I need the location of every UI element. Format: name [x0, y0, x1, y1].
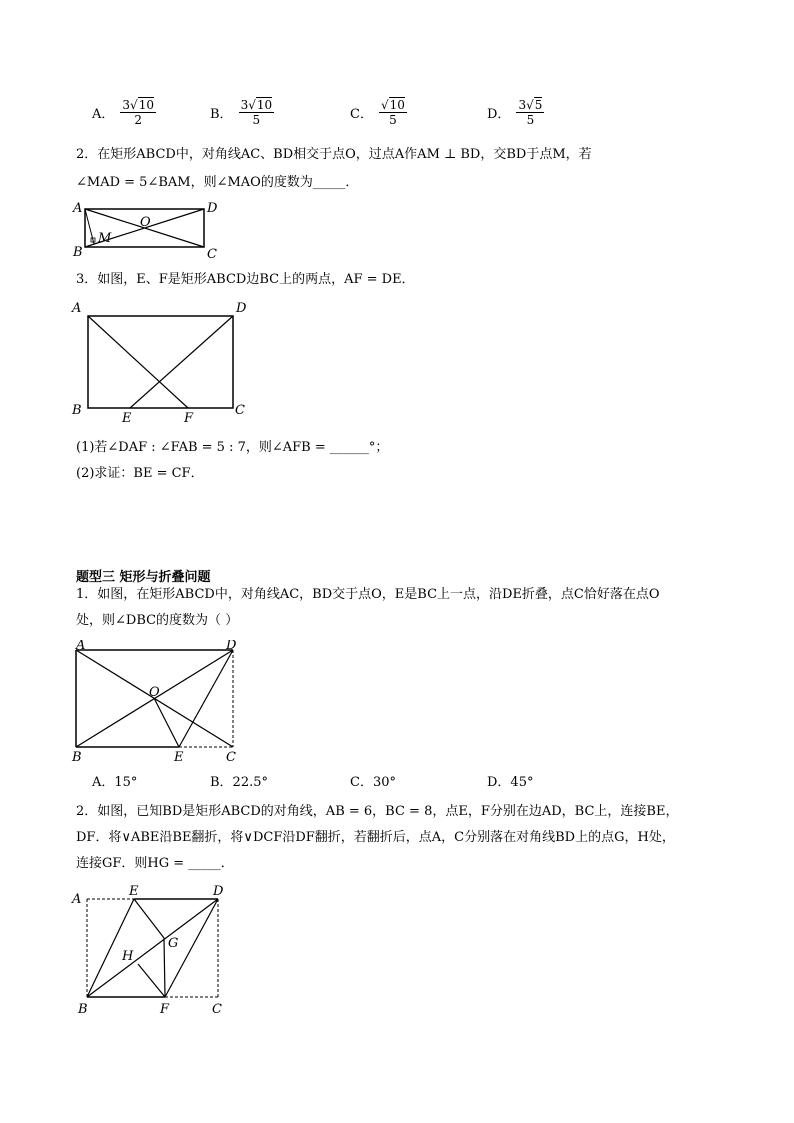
section-heading: 题型三 矩形与折叠问题 [76, 570, 211, 585]
label-A: A [76, 640, 86, 653]
label-B: B [73, 245, 83, 260]
label-C: C [212, 1002, 222, 1017]
q3-sub2: (2)求证：BE = CF． [76, 466, 204, 481]
option-letter: A． [92, 107, 115, 122]
s3q1-option-b: B．22.5° [210, 775, 268, 790]
q3-figure [68, 298, 258, 426]
label-A: A [72, 892, 82, 907]
label-B: B [78, 1002, 88, 1017]
option-letter: D． [487, 107, 511, 122]
fraction: $\frac{3√10}{2}$ [122, 98, 154, 127]
q3-sub1: (1)若∠DAF : ∠FAB = 5 : 7，则∠AFB = ______°； [76, 440, 389, 455]
label-A: A [73, 201, 83, 216]
label-F: F [184, 411, 194, 426]
s3q1-option-a: A．15° [92, 775, 138, 790]
label-A: A [72, 301, 82, 316]
q2-figure [70, 198, 230, 260]
s3q2-line2: DF．将∨ABE沿BE翻折，将∨DCF沿DF翻折，若翻折后，点A，C分别落在对角线BD上的点G，H处， [76, 830, 675, 845]
option-c [350, 98, 407, 127]
s3q2-line3: 连接GF．则HG = _____． [76, 856, 234, 871]
label-D: D [236, 301, 247, 316]
s3q1-option-d: D．45° [487, 775, 534, 790]
s3q2-figure [68, 880, 243, 1020]
label-D: D [207, 201, 218, 216]
label-E: E [129, 884, 139, 899]
label-H: H [122, 949, 134, 964]
label-E: E [122, 411, 132, 426]
label-M: M [98, 231, 112, 246]
label-F: F [160, 1002, 170, 1017]
s3q1-figure [68, 640, 248, 766]
s3q2-line1: 2．如图，已知BD是矩形ABCD的对角线，AB = 6，BC = 8，点E，F分别在边AD，BC上，连接BE， [76, 804, 679, 819]
label-C: C [226, 750, 236, 765]
label-C: C [235, 403, 245, 418]
label-C: C [207, 247, 217, 260]
label-O: O [140, 215, 151, 230]
q2-line2: ∠MAD = 5∠BAM，则∠MAO的度数为_____． [76, 175, 359, 190]
label-D: D [213, 884, 224, 899]
q2-line1: 2．在矩形ABCD中，对角线AC、BD相交于点O，过点A作AM ⊥ BD，交BD于点M，若 [76, 147, 592, 162]
label-E: E [174, 750, 184, 765]
option-d [487, 98, 544, 127]
label-O: O [149, 685, 160, 700]
label-B: B [72, 403, 82, 418]
option-letter: B． [210, 107, 233, 122]
fraction: $\frac{√10}{5}$ [380, 98, 405, 127]
option-b [210, 98, 274, 127]
label-G: G [168, 936, 179, 951]
label-D: D [226, 640, 237, 653]
s3q1-option-c: C．30° [350, 775, 396, 790]
q3-line1: 3．如图，E、F是矩形ABCD边BC上的两点，AF = DE． [76, 272, 415, 287]
s3q1-line2: 处，则∠DBC的度数为（ ） [76, 613, 239, 628]
fraction: $\frac{3√10}{5}$ [240, 98, 273, 127]
label-B: B [72, 750, 82, 765]
option-a [92, 98, 156, 127]
fraction: $\frac{3√5}{5}$ [518, 98, 543, 127]
option-letter: C． [350, 107, 373, 122]
s3q1-line1: 1．如图，在矩形ABCD中，对角线AC，BD交于点O，E是BC上一点，沿DE折叠，点C恰好落在点O [76, 587, 660, 602]
